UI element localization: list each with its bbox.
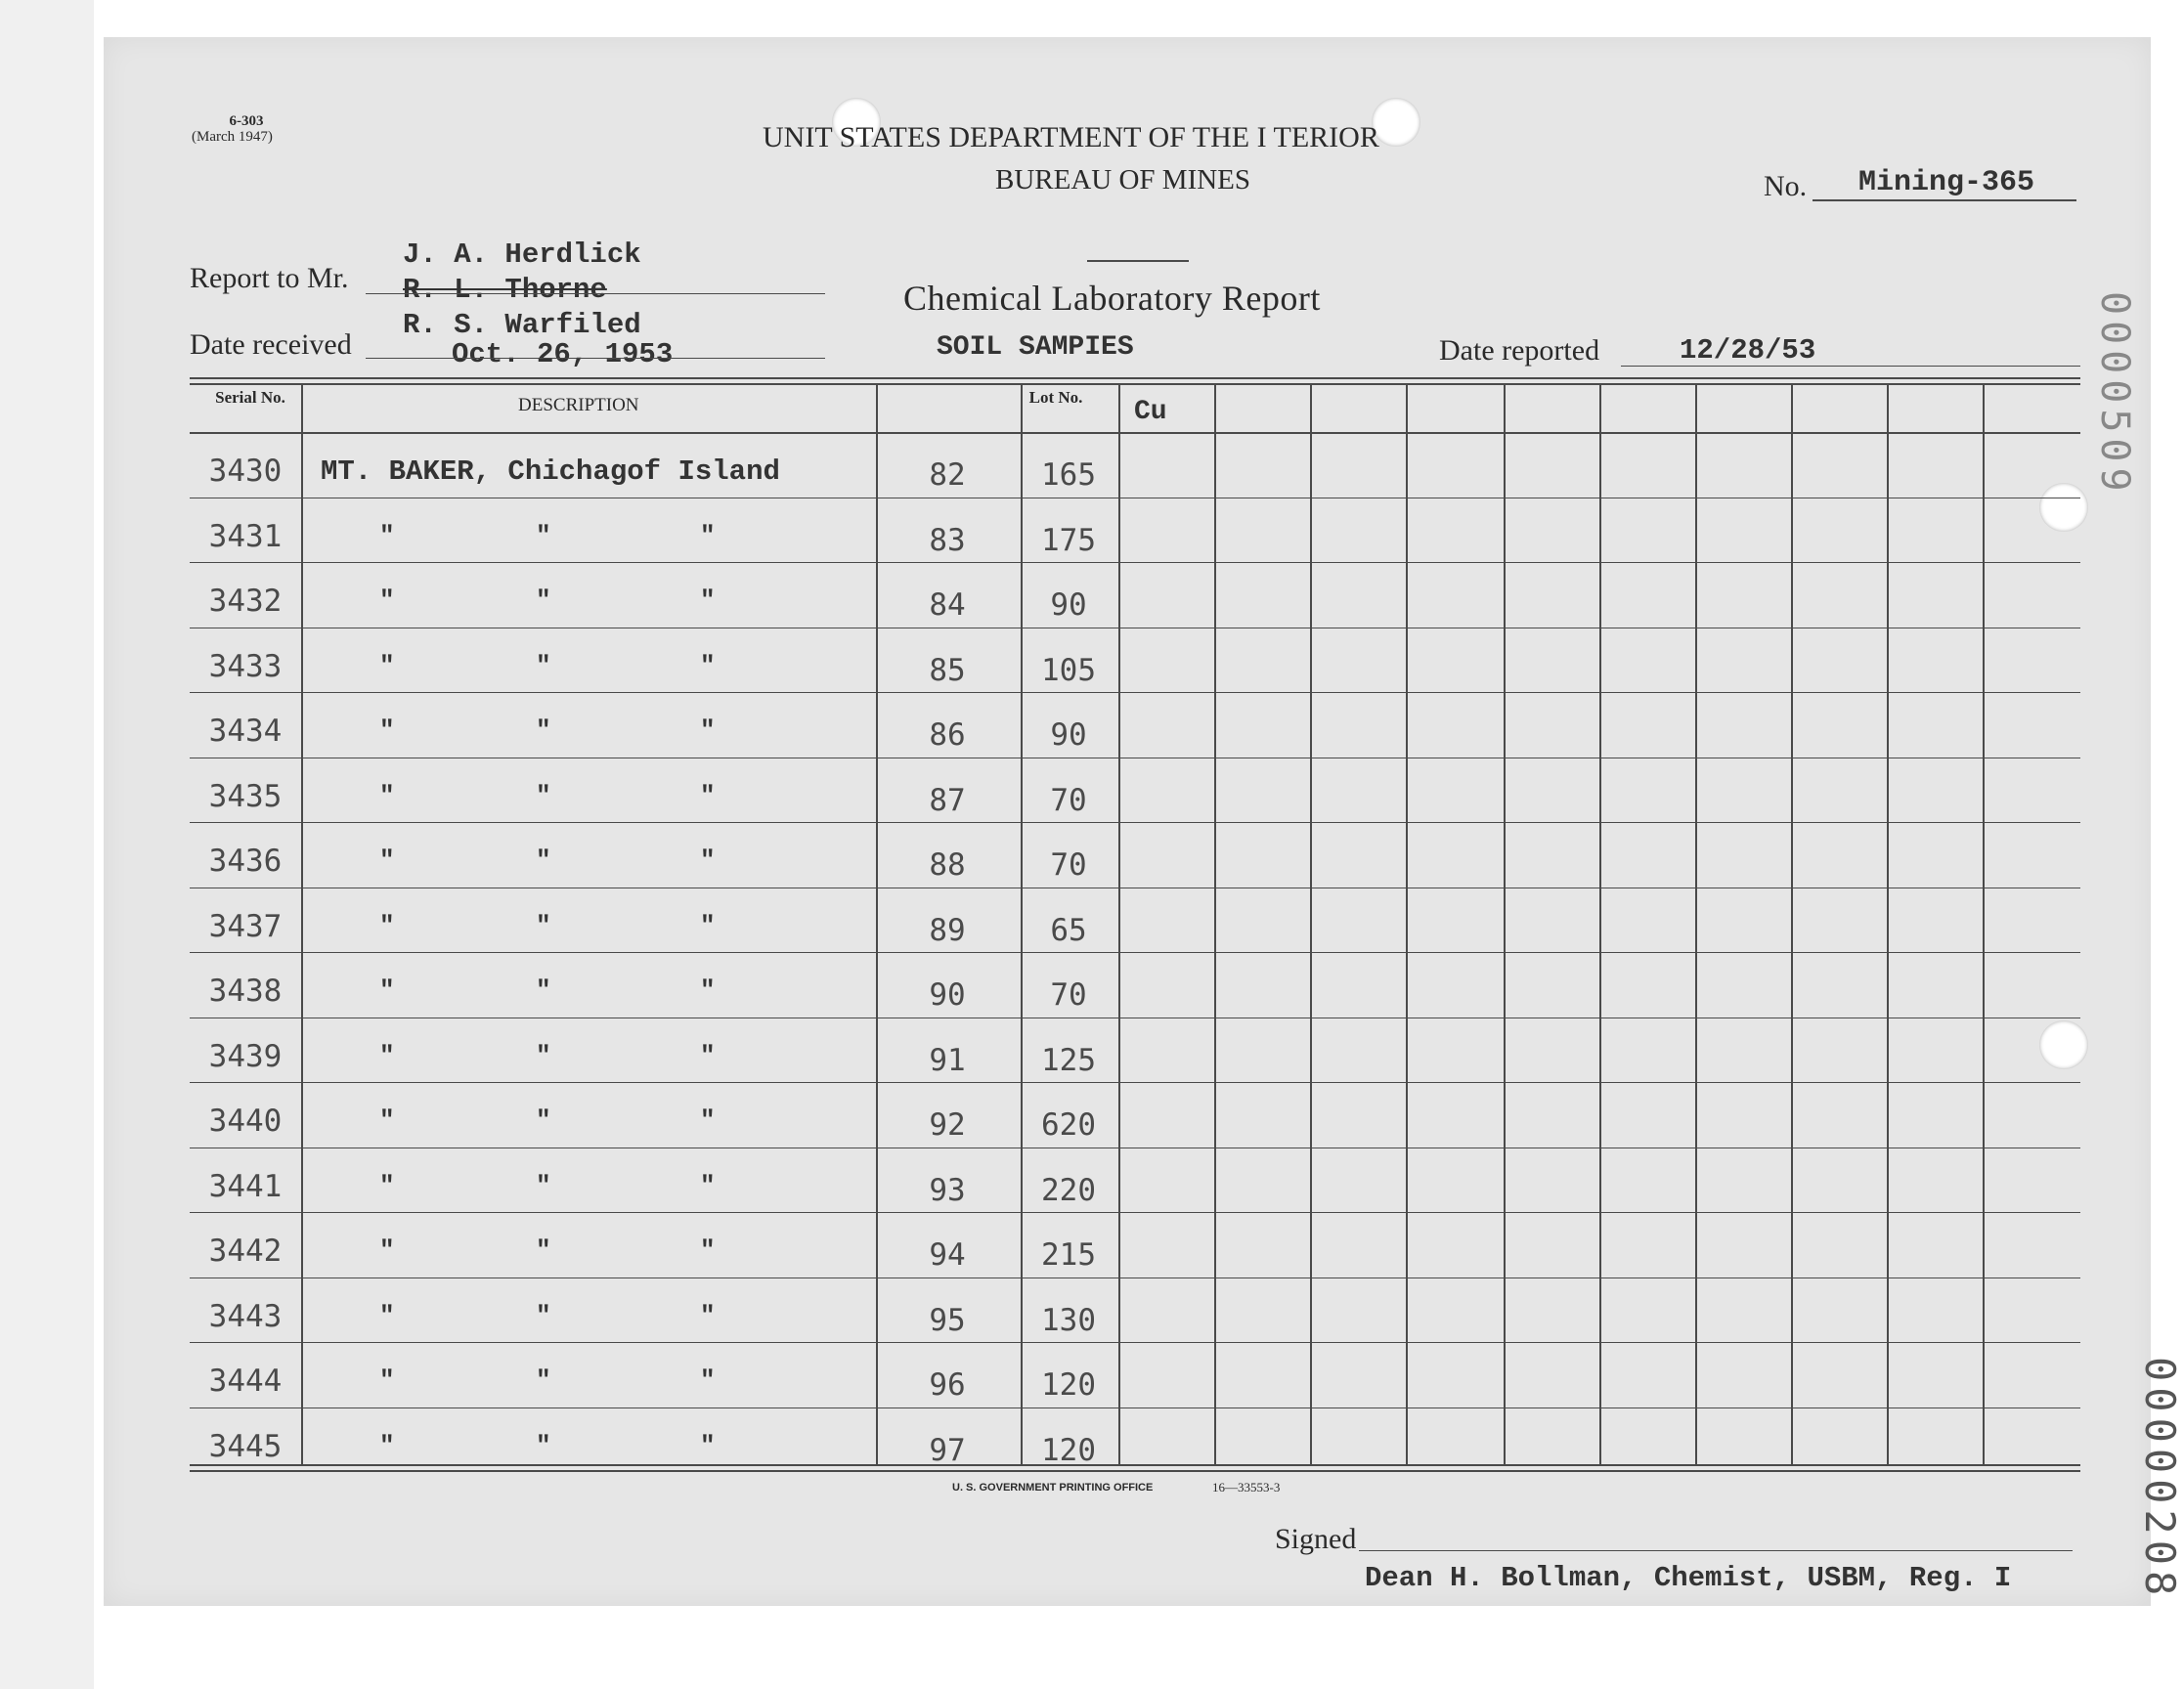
lot-cell: 96 [929,1367,966,1403]
ditto-mark: " [379,975,395,1005]
lot-cell: 94 [929,1237,966,1273]
report-to-name-3: R. S. Warfiled [403,309,641,341]
table-top-rule [190,377,2080,379]
serial-cell: 3442 [208,1234,283,1269]
report-to-line [366,293,825,294]
cu-cell: 70 [1050,977,1087,1013]
report-title: Chemical Laboratory Report [903,279,1321,318]
cu-cell: 125 [1041,1043,1096,1078]
ditto-mark: " [379,1235,395,1265]
cu-cell: 175 [1041,523,1096,558]
lot-cell: 82 [929,457,966,493]
col-divider [1695,383,1697,1464]
row-rule [190,1082,2080,1083]
col-divider [1504,383,1506,1464]
signature-line [1359,1550,2073,1551]
table-bottom-rule-2 [190,1470,2080,1472]
bureau-title: BUREAU OF MINES [995,164,1251,195]
ditto-mark: " [379,715,395,745]
serial-cell: 3444 [208,1364,283,1399]
cu-cell: 215 [1041,1237,1096,1273]
row-rule [190,692,2080,693]
ditto-mark: " [379,1431,395,1460]
col-divider [1983,383,1985,1464]
table-bottom-rule [190,1464,2080,1466]
report-number-line [1813,199,2076,201]
col-divider [1021,383,1023,1464]
header-cu: Cu [1134,397,1167,427]
report-to-name-2: R. L. Thorne [403,274,607,306]
sample-type: SOIL SAMPIES [937,332,1134,363]
col-divider [1406,383,1408,1464]
lot-cell: 86 [929,717,966,753]
col-divider [876,383,878,1464]
ditto-mark: " [379,1301,395,1330]
ditto-mark: " [700,585,716,615]
cu-cell: 620 [1041,1107,1096,1143]
header-serial: Serial No. [215,388,285,407]
report-number-label: No. [1764,170,1808,202]
serial-cell: 3432 [208,584,283,619]
serial-cell: 3430 [208,454,283,489]
table-top-rule-2 [190,383,2080,385]
ditto-mark: " [536,1105,551,1135]
table-header-rule [190,432,2080,434]
cu-cell: 165 [1041,457,1096,493]
ditto-mark: " [379,911,395,940]
punch-hole [2039,483,2088,532]
ditto-mark: " [700,1431,716,1460]
ditto-mark: " [379,1365,395,1395]
row-rule [190,822,2080,823]
title-rule [1087,260,1189,262]
ditto-mark: " [536,1431,551,1460]
ditto-mark: " [536,1041,551,1070]
serial-cell: 3433 [208,649,283,684]
lot-cell: 87 [929,783,966,818]
lot-cell: 84 [929,587,966,623]
lot-cell: 88 [929,847,966,883]
serial-cell: 3434 [208,714,283,749]
ditto-mark: " [700,1105,716,1135]
printing-office: U. S. GOVERNMENT PRINTING OFFICE [952,1482,1154,1494]
serial-cell: 3437 [208,909,283,944]
col-divider [1791,383,1793,1464]
date-reported-line [1621,366,2080,367]
col-divider [1118,383,1120,1464]
ditto-mark: " [700,911,716,940]
header-description: DESCRIPTION [518,395,639,415]
department-title: UNIT STATES DEPARTMENT OF THE I TERIOR [763,121,1379,153]
ditto-mark: " [536,1301,551,1330]
cu-cell: 105 [1041,653,1096,688]
ditto-mark: " [700,1041,716,1070]
form-date: (March 1947) [192,129,273,145]
ditto-mark: " [379,1041,395,1070]
date-received-line [366,358,825,359]
col-divider [1887,383,1889,1464]
lot-cell: 90 [929,977,966,1013]
ditto-mark: " [700,715,716,745]
ditto-mark: " [379,845,395,875]
ditto-mark: " [536,1365,551,1395]
serial-cell: 3435 [208,779,283,814]
ditto-mark: " [700,975,716,1005]
row-rule [190,1212,2080,1213]
lot-cell: 85 [929,653,966,688]
ditto-mark: " [700,1301,716,1330]
ditto-mark: " [700,1235,716,1265]
ditto-mark: " [536,521,551,550]
lot-cell: 83 [929,523,966,558]
report-to-name-1: J. A. Herdlick [403,238,641,271]
side-serial-stamp: 00000208 [2136,1357,2184,1602]
cu-cell: 65 [1050,913,1087,948]
ditto-mark: " [700,781,716,810]
ditto-mark: " [536,585,551,615]
ditto-mark: " [536,651,551,680]
date-reported-label: Date reported [1439,334,1600,367]
ditto-mark: " [536,845,551,875]
ditto-mark: " [379,585,395,615]
serial-cell: 3445 [208,1429,283,1464]
ditto-mark: " [536,975,551,1005]
ditto-mark: " [536,1171,551,1200]
header-lot: Lot No. [1028,388,1083,407]
col-divider [1214,383,1216,1464]
ditto-mark: " [536,781,551,810]
ditto-mark: " [700,521,716,550]
cu-cell: 90 [1050,717,1087,753]
scan-margin [0,0,94,1689]
serial-cell: 3440 [208,1104,283,1139]
ditto-mark: " [700,845,716,875]
ditto-mark: " [379,651,395,680]
ditto-mark: " [379,1105,395,1135]
date-reported-value: 12/28/53 [1680,334,1816,367]
serial-cell: 3438 [208,974,283,1009]
ditto-mark: " [700,651,716,680]
ditto-mark: " [379,521,395,550]
row-rule [190,562,2080,563]
row-rule [190,952,2080,953]
report-sheet [104,37,2184,1606]
col-divider [1310,383,1312,1464]
cu-cell: 120 [1041,1433,1096,1468]
ditto-mark: " [379,781,395,810]
cu-cell: 70 [1050,847,1087,883]
cu-cell: 130 [1041,1303,1096,1338]
cu-cell: 70 [1050,783,1087,818]
serial-cell: 3439 [208,1039,283,1074]
ditto-mark: " [536,911,551,940]
lot-cell: 91 [929,1043,966,1078]
lot-cell: 89 [929,913,966,948]
ditto-mark: " [536,715,551,745]
date-received-label: Date received [190,328,352,361]
form-number: 6-303 [229,113,264,129]
lot-cell: 97 [929,1433,966,1468]
cu-cell: 220 [1041,1173,1096,1208]
punch-hole [2039,1020,2088,1069]
lot-cell: 93 [929,1173,966,1208]
serial-cell: 3436 [208,844,283,879]
description-cell: MT. BAKER, Chichagof Island [321,455,780,488]
serial-cell: 3431 [208,519,283,554]
lot-cell: 95 [929,1303,966,1338]
signer-name: Dean H. Bollman, Chemist, USBM, Reg. I [1365,1562,2012,1594]
side-serial-stamp-top: 0000509 [2092,291,2137,498]
date-received-value: Oct. 26, 1953 [452,338,674,370]
col-divider [301,383,303,1464]
ditto-mark: " [379,1171,395,1200]
lot-cell: 92 [929,1107,966,1143]
col-divider [1599,383,1601,1464]
cu-cell: 90 [1050,587,1087,623]
signed-label: Signed [1275,1523,1357,1555]
cu-cell: 120 [1041,1367,1096,1403]
serial-cell: 3441 [208,1169,283,1204]
report-number-value: Mining-365 [1858,166,2035,199]
report-to-label: Report to Mr. [190,262,349,294]
row-rule [190,1342,2080,1343]
print-code: 16—33553-3 [1212,1480,1281,1494]
ditto-mark: " [536,1235,551,1265]
serial-cell: 3443 [208,1299,283,1334]
ditto-mark: " [700,1365,716,1395]
ditto-mark: " [700,1171,716,1200]
